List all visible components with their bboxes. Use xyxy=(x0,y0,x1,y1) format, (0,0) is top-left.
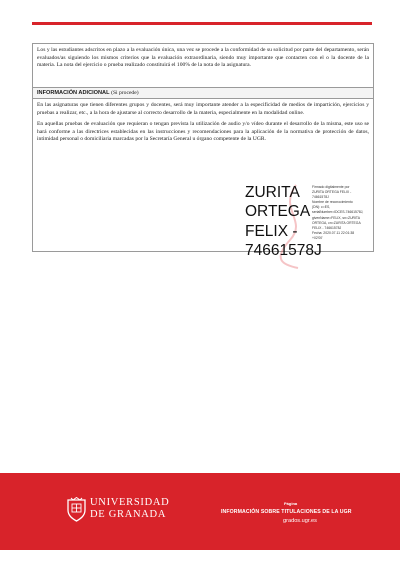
signature-details xyxy=(312,185,376,241)
signer-name-line: ORTEGA xyxy=(245,203,311,221)
signature-detail-line: Fecha: 2020.07.11 22:01:38 xyxy=(312,230,355,235)
degrees-url-link[interactable]: grados.ugr.es xyxy=(283,518,317,524)
additional-text-2: En aquellas pruebas de evaluación que requieran o tengan prevista la utilización de audio y/o vídeo durante el desarrollo de la misma, este uso se hará conforme a las directrices establecidas en las instrucciones y recomendaciones para la aplicación de la normativa de protección de datos, intimidad personal o domiciliaria marcadas por la Secretaría General u órgano competente de la UGR. xyxy=(37,121,369,143)
signer-name-line: ZURITA xyxy=(245,184,300,201)
university-name-line: DE GRANADA xyxy=(90,509,167,520)
evaluation-box xyxy=(32,43,374,88)
signature-detail-line: Nombre de reconocimiento xyxy=(312,200,353,205)
university-name-line: UNIVERSIDAD xyxy=(90,497,170,508)
signature-detail-line: ZURITA ORTEGA FELIX - xyxy=(312,190,352,195)
evaluation-text: Los y las estudiantes adscritos en plazo a la evaluación única, una vez se procede a la conformidad de su solicitud por parte del departamento, serán evaluados/as siguiendo los mismos criterios que la evaluación extraordinaria, siendo muy importante que contacten con el o la docente de la materia. La nota del ejercicio o prueba realizado constituirá el 100% de la nota de la asignatura. xyxy=(37,47,369,69)
section-title: INFORMACIÓN ADICIONAL xyxy=(37,90,110,96)
additional-text-1: En las asignaturas que tienen diferentes grupos y docentes, será muy importante atender a la especificidad de medios de impartición, ejercicios y pruebas a realizar, etc., a la hora de ajustarse al correcto desarrollo de la materia, especialmente en la modalidad online. xyxy=(37,102,369,116)
signer-name-line: 74661578J xyxy=(245,242,322,260)
footer-banner xyxy=(0,473,400,550)
degrees-info-link[interactable]: INFORMACIÓN SOBRE TITULACIONES DE LA UGR xyxy=(221,509,352,515)
signature-detail-line: FELIX - 74661578J xyxy=(312,225,342,230)
signature-detail-line: Firmado digitalmente por xyxy=(312,185,350,189)
university-crest-icon xyxy=(66,497,87,522)
section-note: (Si procede) xyxy=(111,90,139,96)
page-label: Página xyxy=(284,501,298,506)
section-heading xyxy=(33,88,373,99)
signature-detail-line: +02'00' xyxy=(312,235,323,240)
signature-detail-line: (DN): c=ES, xyxy=(312,205,331,210)
university-name xyxy=(90,497,169,521)
signature-detail-line: ORTEGA, cn=ZURITA ORTEGA xyxy=(312,220,361,225)
signature-detail-line: 74661578J xyxy=(312,195,329,200)
signature-detail-line: givenName=FELIX, sn=ZURITA xyxy=(312,215,360,220)
signature-detail-line: serialNumber=IDCES-74661578J, xyxy=(312,210,364,215)
header-rule xyxy=(32,22,372,25)
signer-name-line: FELIX - xyxy=(245,222,298,240)
